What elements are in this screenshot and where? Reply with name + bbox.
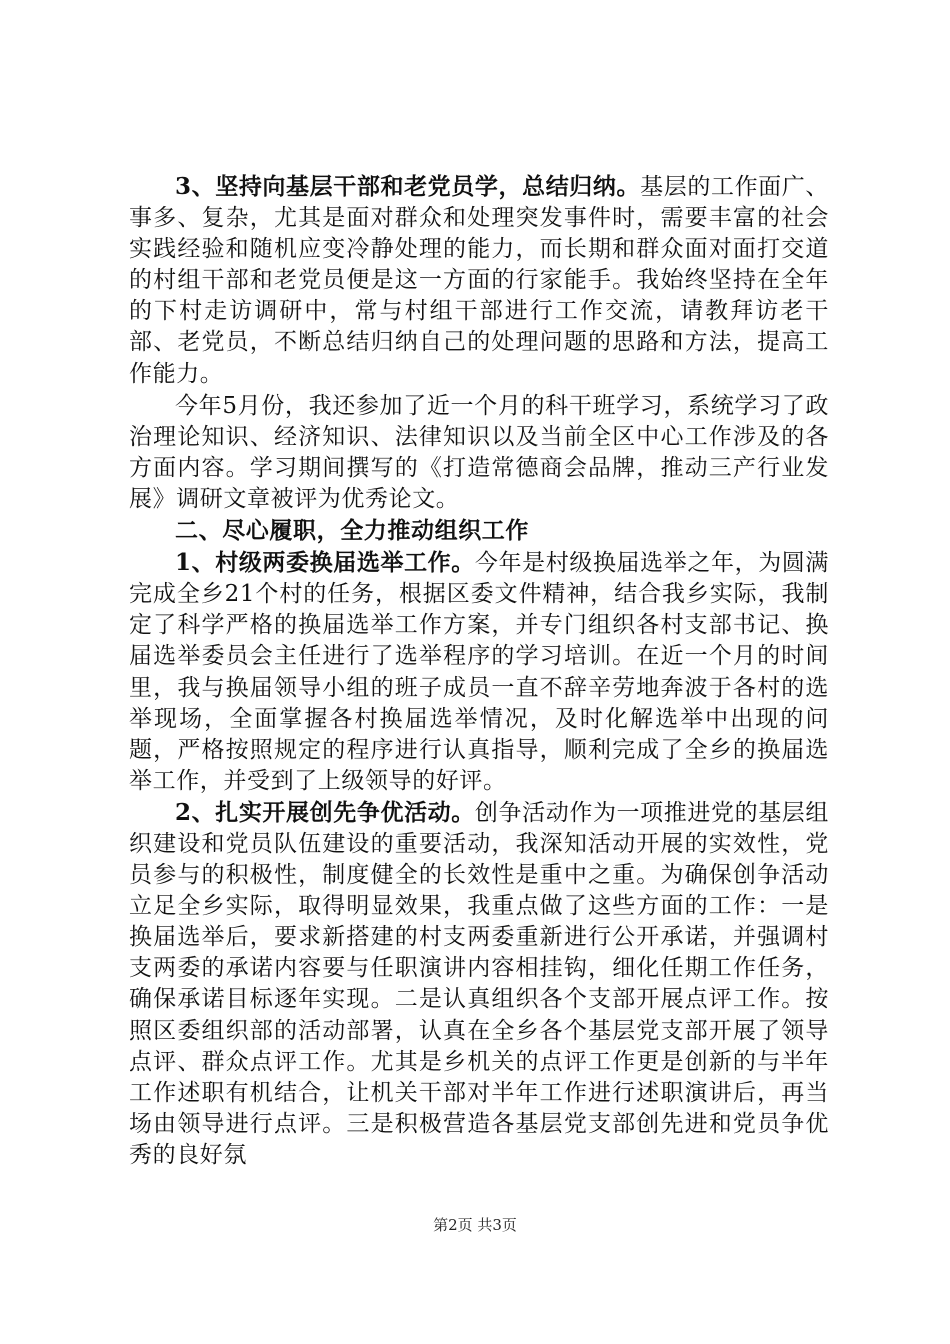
paragraph-text: 基层的工作面广、事多、复杂，尤其是面对群众和处理突发事件时，需要丰富的社会实践经验和随机应变冷静处理的能力，而长期和群众面对面打交道的村组干部和老党员便是这一方面的行家能手。我始终坚持在全年的下村走访调研中，常与村组干部进行工作交流，请教拜访老干部、老党员，不断总结归纳自己的处理问题的思路和方法，提高工作能力。 bbox=[129, 174, 829, 387]
page-number-footer: 第2页 共3页 bbox=[433, 1216, 517, 1234]
paragraph-text: 今年是村级换届选举之年，为圆满完成全乡21个村的任务，根据区委文件精神，结合我乡实际，我制定了科学严格的换届选举工作方案，并专门组织各村支部书记、换届选举委员会主任进行了选举程序的学习培训。在近一个月的时间里，我与换届领导小组的班子成员一直不辞辛劳地奔波于各村的选举现场，全面掌握各村换届选举情况，及时化解选举中出现的问题，严格按照规定的程序进行认真指导，顺利完成了全乡的换届选举工作，并受到了上级领导的好评。 bbox=[129, 550, 830, 794]
section-heading bbox=[129, 515, 829, 547]
paragraph-heading: 3、坚持向基层干部和老党员学，总结归纳。 bbox=[175, 173, 641, 200]
paragraph-excellence-campaign bbox=[129, 797, 829, 1171]
paragraph-heading: 1、村级两委换届选举工作。 bbox=[175, 549, 475, 577]
paragraph-text: 创争活动作为一项推进党的基层组织建设和党员队伍建设的重要活动，我深知活动开展的实效性，党员参与的积极性，制度健全的长效性是重中之重。为确保创争活动立足全乡实际，取得明显效果，我重点做了这些方面的工作：一是换届选举后，要求新搭建的村支两委重新进行公开承诺，并强调村支两委的承诺内容要与任职演讲内容相挂钩，细化任期工作任务，确保承诺目标逐年实现。二是认真组织各个支部开展点评工作。按照区委组织部的活动部署，认真在全乡各个基层党支部开展了领导点评、群众点评工作。尤其是乡机关的点评工作更是创新的与半年工作述职有机结合，让机关干部对半年工作进行述职演讲后，再当场由领导进行点评。三是积极营造各基层党支部创先进和党员争优秀的良好氛 bbox=[129, 799, 830, 1168]
section-heading-text: 二、尽心履职，全力推动组织工作 bbox=[175, 517, 529, 545]
paragraph-election-work bbox=[129, 547, 829, 797]
paragraph-heading: 2、扎实开展创先争优活动。 bbox=[175, 798, 475, 826]
paragraph-training-class bbox=[129, 390, 829, 515]
paragraph-text: 今年5月份，我还参加了近一个月的科干班学习，系统学习了政治理论知识、经济知识、法律知识以及当前全区中心工作涉及的各方面内容。学习期间撰写的《打造常德商会品牌，推动三产行业发展》调研文章被评为优秀论文。 bbox=[129, 392, 829, 512]
paragraph-learn-from-cadres bbox=[129, 171, 829, 390]
document-body bbox=[129, 171, 829, 1171]
